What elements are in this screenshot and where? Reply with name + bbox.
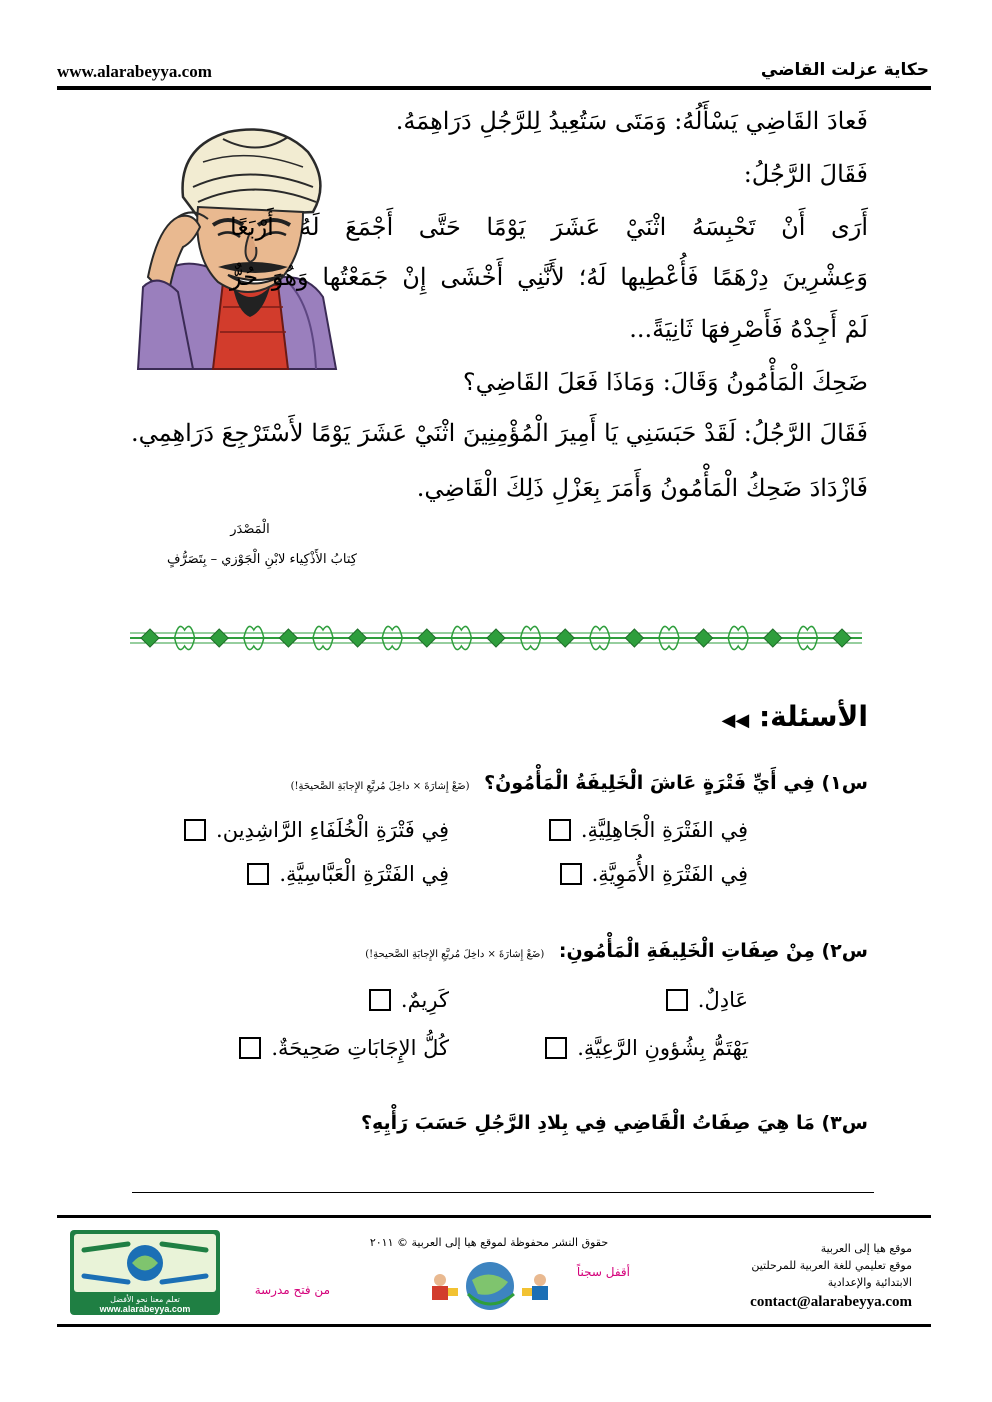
checkbox[interactable] [549, 819, 571, 841]
question-1-hint: (ضَعْ إِشارَةَ × داخِلَ مُربَّعِ الإِجابَةِ الصَّحيحَةِ!) [290, 781, 470, 792]
option-label: كُلُّ الإِجَابَاتِ صَحِيحَةٌ. [271, 1036, 449, 1060]
site-description-1: موقع تعليمي للغة العربية للمرحلتين [751, 1259, 912, 1272]
story-line-8: فَازْدَادَ ضَحِكُ الْمَأْمُونُ وَأَمَرَ بِعَزْلِ ذَلِكَ الْقَاضِي. [416, 474, 868, 502]
option-label: عَادِلٌ. [697, 988, 748, 1012]
option-label: كَرِيمٌ. [400, 988, 449, 1012]
checkbox[interactable] [666, 989, 688, 1011]
page-header [57, 56, 931, 88]
ornament-diamond [764, 629, 782, 647]
slogan-graphic [254, 1254, 680, 1314]
ornament-diamond [279, 629, 297, 647]
story-line-1: فَعادَ القَاضِي يَسْأَلُهُ: وَمَتَى سَتُعِيدُ لِلرَّجُلِ دَرَاهِمَهُ. [395, 107, 868, 135]
ornament-diamond [141, 629, 159, 647]
ornament-diamond [487, 629, 505, 647]
story-line-3: أَرَى أَنْ تَحْبِسَهُ اثْنَيْ عَشَرَ يَوْمًا حَتَّى أَجْمَعَ لَهُ أَرْبَعًا [230, 213, 868, 241]
story-line-4: وَعِشْرِينَ دِرْهَمًا فَأُعْطِيها لَهُ؛ لأَنَّنِي أَخْشَى إِنْ جَمَعْتُها وَهُوَ حُرٌّ [230, 263, 868, 291]
site-logo[interactable] [70, 1230, 220, 1315]
ornament-diamond [556, 629, 574, 647]
q2-option-1[interactable] [666, 988, 748, 1012]
story-line-7: فَقَالَ الرَّجُلُ: لَقَدْ حَبَسَنِي يَا أَمِيرَ الْمُؤْمِنِينَ اثْنَيْ عَشَرَ يَوْمًا لأَسْتَرْجِعَ دَرَاهِمِي. [130, 419, 868, 447]
checkbox[interactable] [239, 1037, 261, 1059]
q2-option-2[interactable] [369, 988, 449, 1012]
ornament-diamond [418, 629, 436, 647]
answer-line[interactable] [132, 1192, 874, 1193]
ornament-divider [130, 616, 862, 660]
option-label: فِي فَتْرَةِ الْخُلَفَاءِ الرَّاشِدِين. [216, 818, 449, 842]
header-url[interactable]: www.alarabeyya.com [57, 62, 212, 81]
header-rule [57, 86, 931, 90]
questions-heading-text: الأسئلة: [758, 700, 868, 733]
q1-option-3[interactable] [560, 862, 748, 886]
double-arrow-icon: ◀◀ [721, 710, 750, 731]
story-line-2: فَقَالَ الرَّجُلُ: [743, 160, 868, 188]
story-line-5: لَمْ أَجِدْهُ فَأَصْرِفهَا ثَانِيَةً... [629, 315, 868, 343]
question-3 [361, 1112, 868, 1134]
footer-top-rule [57, 1215, 931, 1218]
logo-tagline: تعلم معنا نحو الأفضل [110, 1295, 180, 1304]
header-title: حكاية عزلت القاضي [760, 60, 929, 80]
question-1 [291, 772, 868, 794]
ornament-diamond [349, 629, 367, 647]
contact-email[interactable]: contact@alarabeyya.com [750, 1294, 912, 1310]
story-line-6: ضَحِكَ الْمَأْمُونُ وَقَالَ: وَمَاذَا فَعَلَ القَاضِي؟ [462, 368, 868, 396]
q2-option-4[interactable] [239, 1036, 449, 1060]
copyright-text: حقوق النشر محفوظة لموقع هيا إلى العربية © ٢٠١١ [369, 1236, 609, 1249]
site-name: موقع هيا إلى العربية [820, 1242, 912, 1255]
slogan-left: من فتح مدرسة [254, 1283, 330, 1297]
slogan-right: أقفل سجناً [576, 1265, 630, 1279]
checkbox[interactable] [560, 863, 582, 885]
checkbox[interactable] [545, 1037, 567, 1059]
q1-option-1[interactable] [549, 818, 748, 842]
logo-url: www.alarabeyya.com [99, 1304, 191, 1314]
option-label: فِي الفَتْرَةِ الْعَبَّاسِيَّةِ. [279, 862, 449, 886]
source-text: كِتابُ الأَذْكِياء لابْنِ الْجَوْزي – بِتَصَرُّفٍ [167, 552, 357, 567]
q2-option-3[interactable] [545, 1036, 748, 1060]
questions-heading [722, 700, 868, 733]
question-2-hint: (ضَعْ إِشارَةَ × داخِلَ مُربَّعِ الإِجابَةِ الصَّحيحةِ!) [365, 949, 545, 960]
question-2-text: س٢) مِنْ صِفَاتِ الْخَلِيفَةِ الْمَأْمُونِ: [558, 940, 868, 962]
question-2 [365, 940, 868, 962]
ornament-diamond [833, 629, 851, 647]
site-description-2: الابتدائية والإعدادية [827, 1276, 912, 1289]
option-label: يَهْتَمُّ بِشُؤونِ الرَّعِيَّةِ. [577, 1036, 748, 1060]
checkbox[interactable] [369, 989, 391, 1011]
checkbox[interactable] [247, 863, 269, 885]
ornament-diamond [625, 629, 643, 647]
source-label: الْمَصْدَر [230, 522, 270, 537]
q1-option-2[interactable] [184, 818, 449, 842]
ornament-diamond [210, 629, 228, 647]
question-3-text: س٣) مَا هِيَ صِفَاتُ الْقَاضِي فِي بِلادِ الرَّجُلِ حَسَبَ رَأْيِهِ؟ [360, 1112, 868, 1134]
option-label: فِي الفَتْرَةِ الْجَاهِلِيَّةِ. [580, 818, 748, 842]
ornament-diamond [695, 629, 713, 647]
checkbox[interactable] [184, 819, 206, 841]
question-1-text: س١) فِي أَيِّ فَتْرَةٍ عَاشَ الْخَلِيفَةُ الْمَأْمُونُ؟ [484, 772, 868, 794]
option-label: فِي الفَتْرَةِ الأُمَوِيَّةِ. [591, 862, 748, 886]
footer-bottom-rule [57, 1324, 931, 1327]
q1-option-4[interactable] [247, 862, 449, 886]
